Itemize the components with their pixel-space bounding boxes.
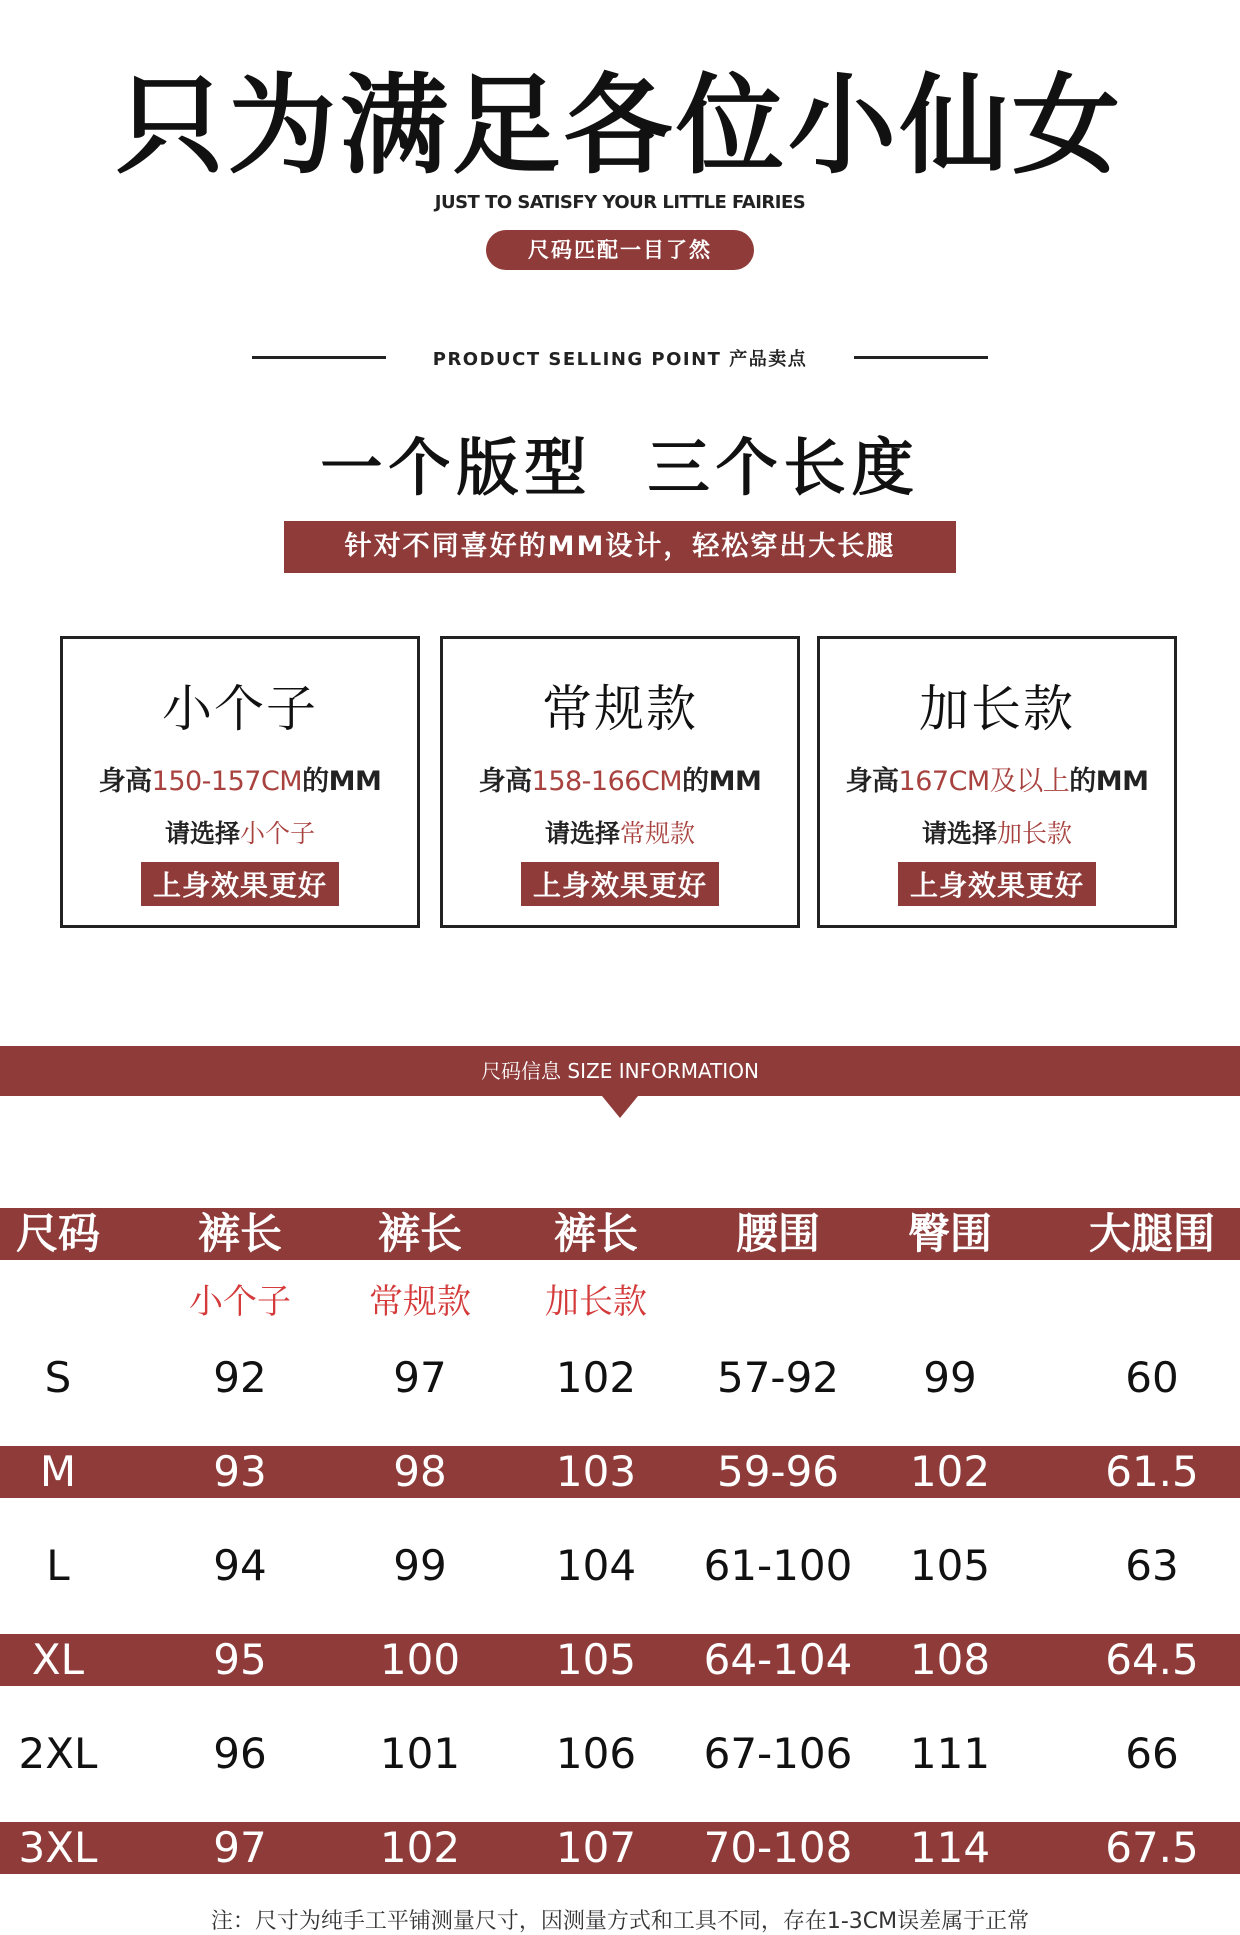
table-cell: 97 <box>213 1823 267 1872</box>
table-header-cell: 腰围 <box>735 1209 820 1258</box>
card-title: 常规款 <box>542 680 698 738</box>
table-subheader-cell: 加长款 <box>545 1282 647 1322</box>
table-cell: 66 <box>1125 1729 1179 1778</box>
size-label-cell: 3XL <box>18 1823 98 1872</box>
card-title: 小个子 <box>162 680 318 738</box>
divider-right <box>854 356 988 359</box>
table-cell: 106 <box>555 1729 637 1778</box>
size-label-cell: XL <box>31 1635 85 1684</box>
table-header-cell: 裤长 <box>197 1209 282 1258</box>
size-label-cell: M <box>39 1447 77 1496</box>
table-header-cell: 臀围 <box>907 1209 992 1258</box>
table-cell: 96 <box>213 1729 267 1778</box>
size-info-arrow <box>602 1096 638 1118</box>
table-cell: 108 <box>909 1635 991 1684</box>
card-height: 身高158-166CM的MM <box>478 766 762 797</box>
headline: 一个版型 三个长度 <box>320 431 920 504</box>
selling-point-label: PRODUCT SELLING POINT 产品卖点 <box>432 349 808 370</box>
card-title: 加长款 <box>919 680 1075 738</box>
card-choose: 请选择加长款 <box>921 819 1073 848</box>
table-cell: 61.5 <box>1105 1447 1199 1496</box>
card-long <box>817 636 1177 928</box>
table-cell: 99 <box>923 1353 977 1402</box>
table-cell: 61-100 <box>703 1541 853 1590</box>
table-header-cell: 尺码 <box>15 1209 100 1258</box>
table-cell: 103 <box>555 1447 637 1496</box>
card-height: 身高150-157CM的MM <box>98 766 382 797</box>
table-cell: 70-108 <box>703 1823 853 1872</box>
card-choose: 请选择小个子 <box>164 819 316 848</box>
table-cell: 60 <box>1125 1353 1179 1402</box>
table-cell: 105 <box>555 1635 637 1684</box>
table-cell: 64-104 <box>703 1635 853 1684</box>
table-cell: 95 <box>213 1635 267 1684</box>
table-cell: 63 <box>1125 1541 1179 1590</box>
table-cell: 99 <box>393 1541 447 1590</box>
measurement-note: 注：尺寸为纯手工平铺测量尺寸，因测量方式和工具不同，存在1-3CM误差属于正常 <box>210 1909 1030 1934</box>
card-height: 身高167CM及以上的MM <box>845 766 1149 797</box>
table-cell: 59-96 <box>716 1447 840 1496</box>
main-title: 只为满足各位小仙女 <box>115 64 1124 189</box>
card-effect-tag: 上身效果更好 <box>898 862 1096 906</box>
table-cell: 102 <box>555 1353 637 1402</box>
table-subheader-cell: 小个子 <box>189 1282 291 1322</box>
table-cell: 64.5 <box>1105 1635 1199 1684</box>
table-cell: 102 <box>909 1447 991 1496</box>
table-header-cell: 裤长 <box>553 1209 638 1258</box>
size-label-cell: S <box>44 1353 72 1402</box>
table-cell: 104 <box>555 1541 637 1590</box>
table-cell: 57-92 <box>716 1353 840 1402</box>
table-cell: 107 <box>555 1823 637 1872</box>
card-regular <box>440 636 800 928</box>
card-petite <box>60 636 420 928</box>
table-cell: 97 <box>393 1353 447 1402</box>
table-cell: 111 <box>909 1729 991 1778</box>
table-cell: 67-106 <box>703 1729 853 1778</box>
table-cell: 67.5 <box>1105 1823 1199 1872</box>
size-info-band: 尺码信息 SIZE INFORMATION <box>0 1046 1240 1096</box>
table-header-cell: 大腿围 <box>1088 1209 1215 1258</box>
table-cell: 114 <box>909 1823 991 1872</box>
size-match-pill: 尺码匹配一目了然 <box>486 230 754 270</box>
table-header-cell: 裤长 <box>377 1209 462 1258</box>
table-cell: 105 <box>909 1541 991 1590</box>
card-effect-tag: 上身效果更好 <box>521 862 719 906</box>
table-cell: 92 <box>213 1353 267 1402</box>
table-cell: 102 <box>379 1823 461 1872</box>
table-cell: 100 <box>379 1635 461 1684</box>
english-subtitle: JUST TO SATISFY YOUR LITTLE FAIRIES <box>434 192 806 213</box>
size-label-cell: 2XL <box>18 1729 98 1778</box>
table-cell: 98 <box>393 1447 447 1496</box>
table-cell: 94 <box>213 1541 267 1590</box>
size-label-cell: L <box>46 1541 70 1590</box>
card-choose: 请选择常规款 <box>544 819 696 848</box>
table-subheader-cell: 常规款 <box>369 1282 471 1322</box>
table-cell: 101 <box>379 1729 461 1778</box>
table-cell: 93 <box>213 1447 267 1496</box>
card-effect-tag: 上身效果更好 <box>141 862 339 906</box>
design-banner: 针对不同喜好的MM设计，轻松穿出大长腿 <box>284 521 956 573</box>
